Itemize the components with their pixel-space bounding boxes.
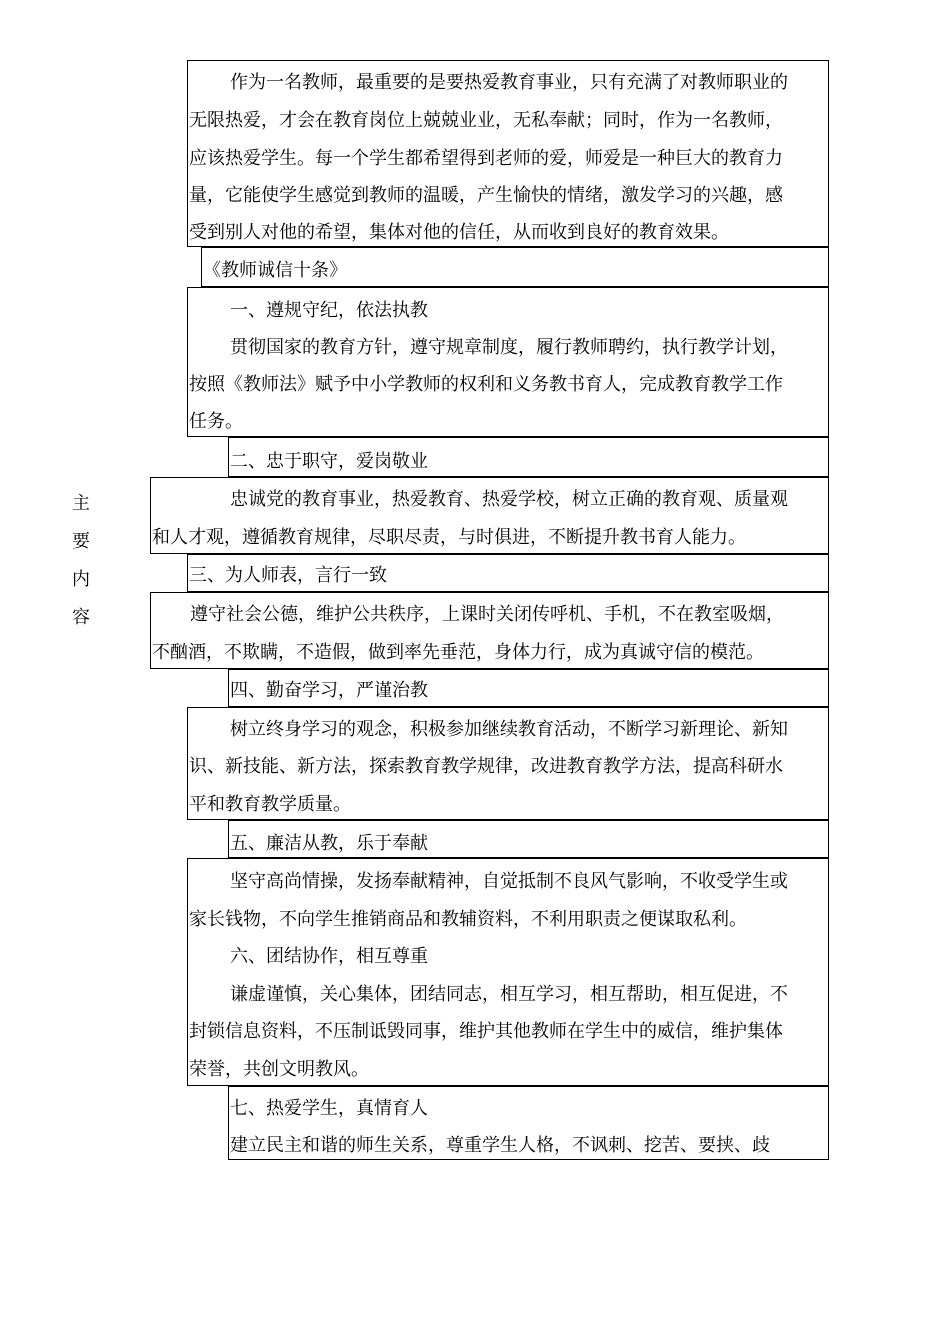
- item-body-line: 识、新技能、新方法，探索教育教学规律，改进教育教学方法，提高科研水: [189, 756, 783, 777]
- intro-line: 量，它能使学生感觉到教师的温暖，产生愉快的情绪，激发学习的兴趣，感: [189, 185, 783, 206]
- item-body-line: 按照《教师法》赋予中小学教师的权利和义务教书育人，完成教育教学工作: [189, 374, 783, 395]
- item-body-line: 不酗酒，不欺瞒，不造假，做到率先垂范，身体力行，成为真诚守信的模范。: [152, 642, 764, 663]
- side-label-char: 要: [72, 531, 90, 552]
- item-body-line: 忠诚党的教育事业，热爱教育、热爱学校，树立正确的教育观、质量观: [230, 489, 788, 510]
- side-label-char: 容: [72, 607, 90, 628]
- item-title: 四、勤奋学习，严谨治教: [230, 680, 428, 701]
- item-title: 五、廉洁从教，乐于奉献: [230, 833, 428, 854]
- item-body-line: 贯彻国家的教育方针，遵守规章制度，履行教师聘约，执行教学计划，: [230, 337, 788, 358]
- item-title: 六、团结协作，相互尊重: [230, 946, 428, 967]
- side-label-char: 主: [72, 493, 90, 514]
- intro-line: 应该热爱学生。每一个学生都希望得到老师的爱，师爱是一种巨大的教育力: [189, 148, 783, 169]
- document-heading: 《教师诚信十条》: [203, 260, 347, 281]
- item-body-line: 家长钱物，不向学生推销商品和教辅资料，不利用职责之便谋取私利。: [189, 909, 747, 930]
- item-body-line: 任务。: [189, 411, 243, 432]
- item-body-line: 封锁信息资料，不压制诋毁同事，维护其他教师在学生中的威信，维护集体: [189, 1021, 783, 1042]
- item-title: 一、遵规守纪，依法执教: [230, 300, 428, 321]
- intro-line: 受到别人对他的希望，集体对他的信任，从而收到良好的教育效果。: [189, 222, 729, 243]
- item-body-line: 谦虚谨慎，关心集体，团结同志，相互学习，相互帮助，相互促进，不: [230, 984, 788, 1005]
- item-body-line: 遵守社会公德，维护公共秩序，上课时关闭传呼机、手机，不在教室吸烟，: [190, 604, 784, 625]
- item-body-line: 建立民主和谐的师生关系，尊重学生人格，不讽刺、挖苦、要挟、歧: [230, 1135, 770, 1156]
- intro-line: 无限热爱，才会在教育岗位上兢兢业业，无私奉献；同时，作为一名教师，: [189, 110, 783, 131]
- item-title: 七、热爱学生，真情育人: [230, 1098, 428, 1119]
- item-title: 三、为人师表，言行一致: [189, 565, 387, 586]
- item-title: 二、忠于职守，爱岗敬业: [230, 451, 428, 472]
- item-body-line: 坚守高尚情操，发扬奉献精神，自觉抵制不良风气影响，不收受学生或: [230, 871, 788, 892]
- item-body-line: 荣誉，共创文明教风。: [189, 1059, 369, 1080]
- item-body-line: 树立终身学习的观念，积极参加继续教育活动，不断学习新理论、新知: [230, 719, 788, 740]
- intro-line: 作为一名教师，最重要的是要热爱教育事业，只有充满了对教师职业的: [230, 72, 788, 93]
- item-body-line: 和人才观，遵循教育规律，尽职尽责，与时俱进，不断提升教书育人能力。: [152, 527, 746, 548]
- cell-item-5-6: [187, 858, 829, 1086]
- item-body-line: 平和教育教学质量。: [189, 794, 351, 815]
- side-label-char: 内: [72, 569, 90, 590]
